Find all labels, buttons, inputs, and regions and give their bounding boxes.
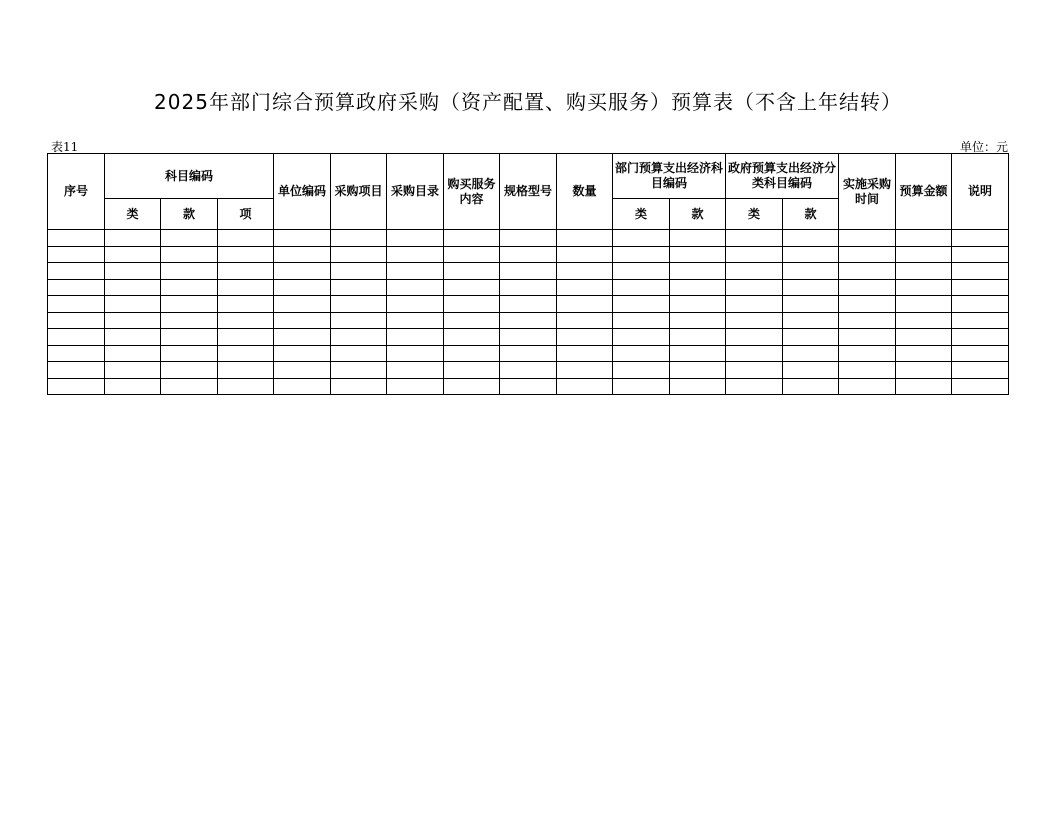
table-row — [48, 230, 1009, 247]
table-cell[interactable] — [896, 329, 952, 346]
table-cell[interactable] — [105, 378, 161, 395]
table-cell[interactable] — [444, 230, 500, 247]
table-cell[interactable] — [274, 312, 331, 329]
table-cell[interactable] — [274, 362, 331, 379]
table-row — [48, 246, 1009, 263]
table-cell[interactable] — [105, 312, 161, 329]
table-cell[interactable] — [274, 345, 331, 362]
header-subject-lei: 类 — [105, 199, 161, 230]
table-cell[interactable] — [444, 378, 500, 395]
table-cell[interactable] — [952, 246, 1009, 263]
table-cell[interactable] — [218, 312, 274, 329]
table-cell[interactable] — [331, 345, 387, 362]
table-cell[interactable] — [331, 362, 387, 379]
table-cell[interactable] — [952, 345, 1009, 362]
table-cell[interactable] — [48, 312, 105, 329]
table-cell[interactable] — [161, 312, 218, 329]
table-cell[interactable] — [896, 296, 952, 313]
table-cell[interactable] — [783, 230, 839, 247]
table-cell[interactable] — [557, 230, 613, 247]
table-cell[interactable] — [839, 378, 896, 395]
header-quantity: 数量 — [557, 154, 613, 230]
table-number: 表11 — [51, 140, 79, 154]
table-cell[interactable] — [331, 296, 387, 313]
table-cell[interactable] — [613, 246, 670, 263]
table-row — [48, 378, 1009, 395]
table-cell[interactable] — [839, 312, 896, 329]
table-cell[interactable] — [783, 329, 839, 346]
table-cell[interactable] — [557, 329, 613, 346]
table-cell[interactable] — [444, 312, 500, 329]
table-cell[interactable] — [557, 378, 613, 395]
header-gov-lei: 类 — [726, 199, 783, 230]
table-cell[interactable] — [839, 296, 896, 313]
table-cell[interactable] — [896, 378, 952, 395]
table-cell[interactable] — [161, 329, 218, 346]
table-cell[interactable] — [952, 263, 1009, 280]
table-cell[interactable] — [613, 329, 670, 346]
table-row — [48, 279, 1009, 296]
table-cell[interactable] — [670, 263, 726, 280]
header-service-content: 购买服务内容 — [444, 154, 500, 230]
table-cell[interactable] — [613, 362, 670, 379]
table-cell[interactable] — [952, 230, 1009, 247]
table-cell[interactable] — [726, 362, 783, 379]
table-cell[interactable] — [726, 296, 783, 313]
table-cell[interactable] — [105, 263, 161, 280]
table-row — [48, 362, 1009, 379]
table-cell[interactable] — [613, 345, 670, 362]
table-cell[interactable] — [161, 296, 218, 313]
table-cell[interactable] — [839, 246, 896, 263]
table-cell[interactable] — [218, 362, 274, 379]
table-cell[interactable] — [444, 345, 500, 362]
table-cell[interactable] — [387, 279, 444, 296]
table-cell[interactable] — [331, 329, 387, 346]
header-remarks: 说明 — [952, 154, 1009, 230]
table-cell[interactable] — [952, 312, 1009, 329]
table-cell[interactable] — [331, 279, 387, 296]
page-title: 2025年部门综合预算政府采购（资产配置、购买服务）预算表（不含上年结转） — [154, 90, 902, 114]
header-unit-code: 单位编码 — [274, 154, 331, 230]
table-cell[interactable] — [726, 345, 783, 362]
table-cell[interactable] — [331, 378, 387, 395]
table-cell[interactable] — [387, 329, 444, 346]
table-cell[interactable] — [387, 296, 444, 313]
table-row — [48, 345, 1009, 362]
table-cell[interactable] — [952, 296, 1009, 313]
table-cell[interactable] — [839, 230, 896, 247]
table-cell[interactable] — [557, 312, 613, 329]
table-cell[interactable] — [105, 230, 161, 247]
table-cell[interactable] — [48, 263, 105, 280]
table-cell[interactable] — [557, 296, 613, 313]
table-cell[interactable] — [783, 378, 839, 395]
table-cell[interactable] — [105, 345, 161, 362]
table-cell[interactable] — [726, 329, 783, 346]
table-cell[interactable] — [48, 279, 105, 296]
table-cell[interactable] — [161, 345, 218, 362]
table-cell[interactable] — [839, 279, 896, 296]
table-cell[interactable] — [726, 230, 783, 247]
table-cell[interactable] — [161, 246, 218, 263]
table-cell[interactable] — [48, 345, 105, 362]
table-cell[interactable] — [274, 329, 331, 346]
table-cell[interactable] — [331, 263, 387, 280]
table-cell[interactable] — [557, 345, 613, 362]
table-cell[interactable] — [670, 296, 726, 313]
table-cell[interactable] — [105, 329, 161, 346]
table-cell[interactable] — [218, 263, 274, 280]
header-gov-econ-code: 政府预算支出经济分类科目编码 — [726, 154, 839, 199]
table-cell[interactable] — [387, 312, 444, 329]
header-subject-kuan: 款 — [161, 199, 218, 230]
table-cell[interactable] — [218, 230, 274, 247]
table-cell[interactable] — [161, 279, 218, 296]
table-cell[interactable] — [613, 378, 670, 395]
table-cell[interactable] — [274, 378, 331, 395]
table-cell[interactable] — [952, 329, 1009, 346]
header-purchase-item: 采购项目 — [331, 154, 387, 230]
table-cell[interactable] — [161, 378, 218, 395]
table-cell[interactable] — [444, 279, 500, 296]
table-cell[interactable] — [274, 263, 331, 280]
table-cell[interactable] — [274, 279, 331, 296]
table-cell[interactable] — [613, 296, 670, 313]
table-cell[interactable] — [500, 312, 557, 329]
table-cell[interactable] — [896, 263, 952, 280]
unit-label: 单位：元 — [959, 140, 1008, 154]
table-cell[interactable] — [670, 246, 726, 263]
header-gov-kuan: 款 — [783, 199, 839, 230]
table-cell[interactable] — [500, 263, 557, 280]
table-cell[interactable] — [896, 362, 952, 379]
table-cell[interactable] — [105, 246, 161, 263]
table-cell[interactable] — [896, 345, 952, 362]
table-cell[interactable] — [896, 230, 952, 247]
table-cell[interactable] — [500, 296, 557, 313]
header-dept-econ-code: 部门预算支出经济科目编码 — [613, 154, 726, 199]
header-purchase-catalog: 采购目录 — [387, 154, 444, 230]
table-cell[interactable] — [952, 279, 1009, 296]
header-dept-lei: 类 — [613, 199, 670, 230]
table-cell[interactable] — [48, 329, 105, 346]
table-cell[interactable] — [613, 230, 670, 247]
table-cell[interactable] — [274, 246, 331, 263]
table-cell[interactable] — [952, 362, 1009, 379]
header-subject-code: 科目编码 — [105, 154, 274, 199]
table-cell[interactable] — [670, 345, 726, 362]
table-cell[interactable] — [331, 246, 387, 263]
table-cell[interactable] — [387, 230, 444, 247]
table-cell[interactable] — [161, 230, 218, 247]
table-cell[interactable] — [161, 263, 218, 280]
table-cell[interactable] — [839, 329, 896, 346]
header-impl-time: 实施采购时间 — [839, 154, 896, 230]
table-cell[interactable] — [218, 246, 274, 263]
table-cell[interactable] — [670, 378, 726, 395]
table-cell[interactable] — [726, 246, 783, 263]
table-cell[interactable] — [726, 263, 783, 280]
table-cell[interactable] — [726, 279, 783, 296]
table-cell[interactable] — [500, 230, 557, 247]
table-cell[interactable] — [670, 279, 726, 296]
table-cell[interactable] — [444, 362, 500, 379]
table-cell[interactable] — [218, 345, 274, 362]
table-cell[interactable] — [444, 246, 500, 263]
table-cell[interactable] — [726, 312, 783, 329]
table-cell[interactable] — [48, 230, 105, 247]
table-cell[interactable] — [613, 279, 670, 296]
header-dept-kuan: 款 — [670, 199, 726, 230]
table-row — [48, 296, 1009, 313]
table-cell[interactable] — [48, 296, 105, 313]
table-cell[interactable] — [331, 312, 387, 329]
table-cell[interactable] — [218, 296, 274, 313]
table-cell[interactable] — [218, 378, 274, 395]
table-cell[interactable] — [670, 329, 726, 346]
table-cell[interactable] — [783, 296, 839, 313]
table-cell[interactable] — [387, 362, 444, 379]
table-cell[interactable] — [783, 246, 839, 263]
table-cell[interactable] — [500, 279, 557, 296]
table-cell[interactable] — [387, 263, 444, 280]
table-body — [48, 230, 1009, 395]
table-cell[interactable] — [500, 246, 557, 263]
table-cell[interactable] — [557, 246, 613, 263]
table-cell[interactable] — [783, 362, 839, 379]
table-cell[interactable] — [500, 345, 557, 362]
header-spec-model: 规格型号 — [500, 154, 557, 230]
header-subject-xiang: 项 — [218, 199, 274, 230]
table-cell[interactable] — [500, 362, 557, 379]
table-cell[interactable] — [274, 230, 331, 247]
table-cell[interactable] — [896, 246, 952, 263]
header-budget-amount: 预算金额 — [896, 154, 952, 230]
table-cell[interactable] — [952, 378, 1009, 395]
table-cell[interactable] — [896, 279, 952, 296]
header-seq: 序号 — [48, 154, 105, 230]
table-cell[interactable] — [105, 296, 161, 313]
table-cell[interactable] — [161, 362, 218, 379]
table-cell[interactable] — [557, 279, 613, 296]
table-cell[interactable] — [839, 345, 896, 362]
table-cell[interactable] — [444, 263, 500, 280]
table-cell[interactable] — [48, 362, 105, 379]
table-cell[interactable] — [105, 279, 161, 296]
table-cell[interactable] — [387, 345, 444, 362]
table-cell[interactable] — [839, 263, 896, 280]
table-cell[interactable] — [839, 362, 896, 379]
table-row — [48, 312, 1009, 329]
table-cell[interactable] — [331, 230, 387, 247]
table-cell[interactable] — [783, 312, 839, 329]
table-cell[interactable] — [783, 345, 839, 362]
table-cell[interactable] — [726, 378, 783, 395]
table-cell[interactable] — [613, 263, 670, 280]
table-cell[interactable] — [274, 296, 331, 313]
table-cell[interactable] — [48, 246, 105, 263]
table-cell[interactable] — [218, 329, 274, 346]
table-cell[interactable] — [105, 362, 161, 379]
table-cell[interactable] — [783, 263, 839, 280]
table-cell[interactable] — [218, 279, 274, 296]
table-row — [48, 329, 1009, 346]
table-cell[interactable] — [670, 312, 726, 329]
table-cell[interactable] — [613, 312, 670, 329]
table-cell[interactable] — [557, 263, 613, 280]
table-cell[interactable] — [444, 329, 500, 346]
table-cell[interactable] — [387, 378, 444, 395]
table-cell[interactable] — [670, 362, 726, 379]
table-row — [48, 263, 1009, 280]
table-cell[interactable] — [500, 329, 557, 346]
budget-table — [47, 153, 1009, 395]
table-cell[interactable] — [557, 362, 613, 379]
table-cell[interactable] — [783, 279, 839, 296]
table-cell[interactable] — [896, 312, 952, 329]
table-cell[interactable] — [500, 378, 557, 395]
table-cell[interactable] — [444, 296, 500, 313]
table-cell[interactable] — [670, 230, 726, 247]
table-cell[interactable] — [387, 246, 444, 263]
table-cell[interactable] — [48, 378, 105, 395]
